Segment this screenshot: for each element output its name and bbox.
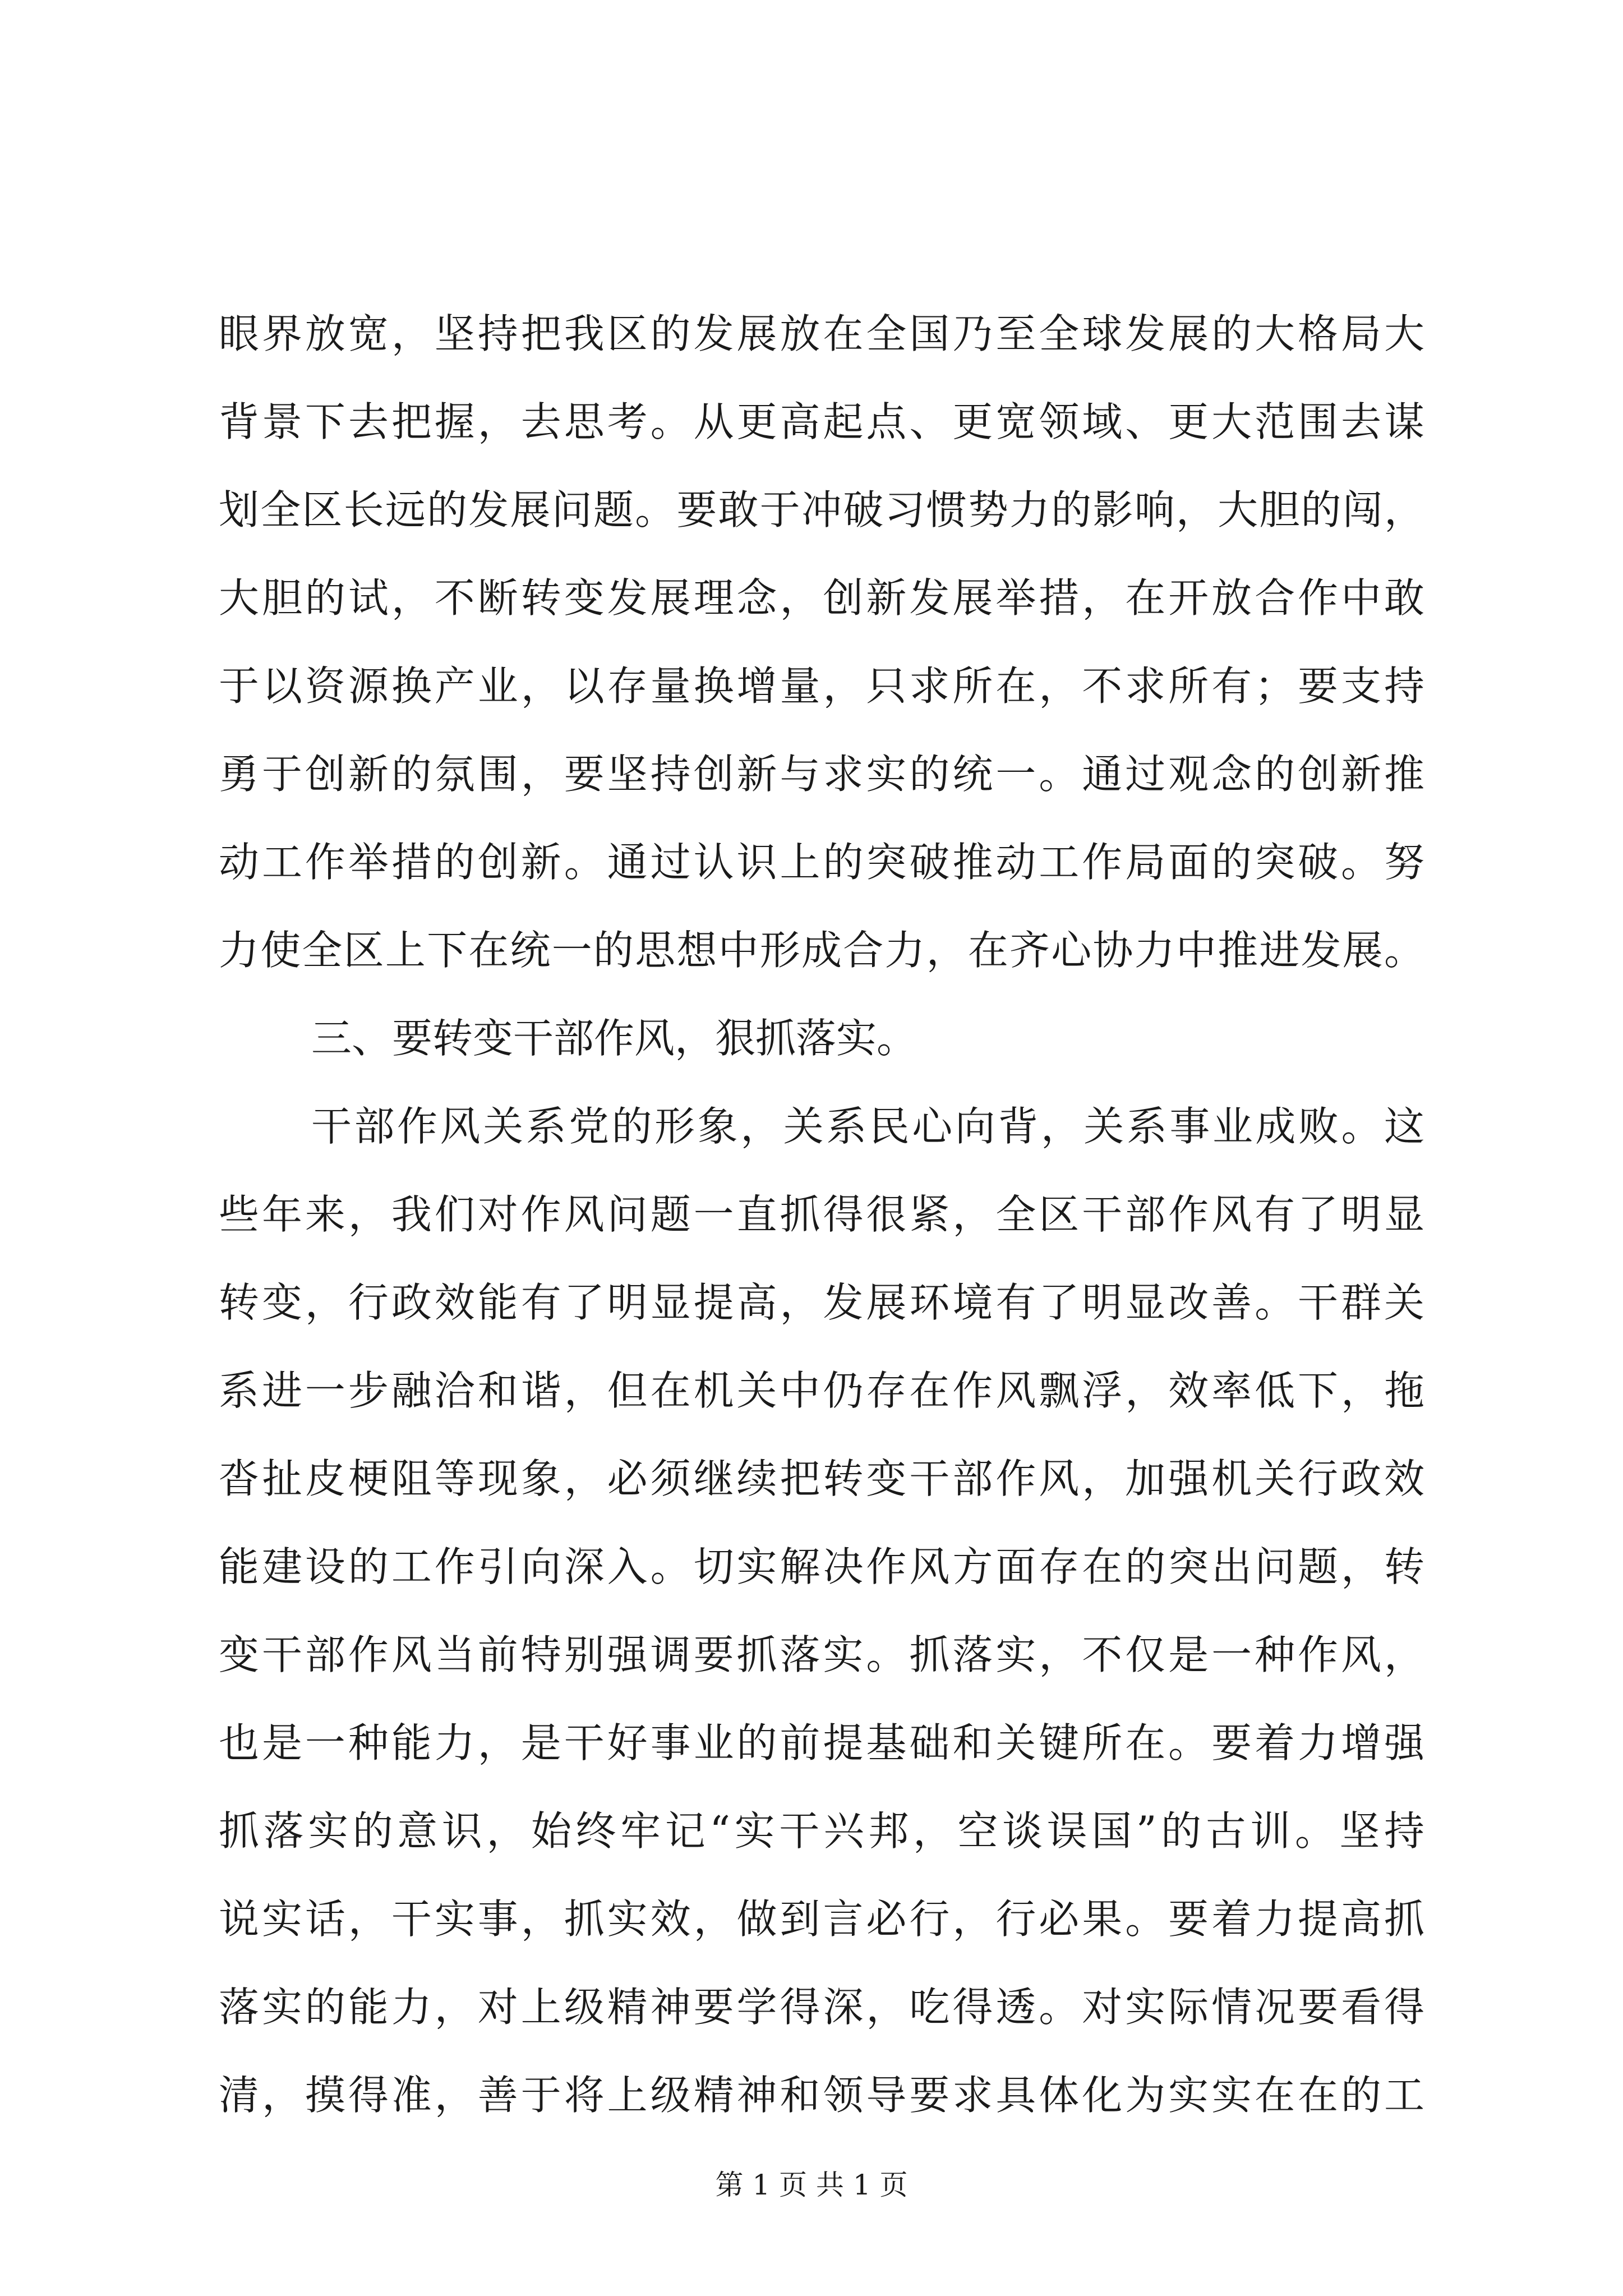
section-heading: 三、要转变干部作风，狠抓落实。 (311, 1015, 917, 1062)
body-line-18: 抓落实的意识，始终牢记“实干兴邦，空谈误国”的古训。坚持 (219, 1807, 1424, 1855)
body-line-21: 清，摸得准，善于将上级精神和领导要求具体化为实实在在的工 (219, 2072, 1424, 2119)
body-line-17: 也是一种能力，是干好事业的前提基础和关键所在。要着力增强 (219, 1719, 1424, 1766)
page-number-footer: 第 1 页 共 1 页 (715, 2169, 908, 2201)
body-line-4: 大胆的试，不断转变发展理念，创新发展举措，在开放合作中敢 (219, 574, 1424, 622)
body-line-19: 说实话，干实事，抓实效，做到言必行，行必果。要着力提高抓 (219, 1895, 1424, 1943)
body-line-8: 力使全区上下在统一的思想中形成合力，在齐心协力中推进发展。 (219, 927, 1424, 974)
body-line-12: 转变，行政效能有了明显提高，发展环境有了明显改善。干群关 (219, 1279, 1424, 1326)
body-line-7: 动工作举措的创新。通过认识上的突破推动工作局面的突破。努 (219, 839, 1424, 886)
body-line-14: 沓扯皮梗阻等现象，必须继续把转变干部作风，加强机关行政效 (219, 1455, 1424, 1502)
body-line-10: 干部作风关系党的形象，关系民心向背，关系事业成败。这 (311, 1103, 1424, 1150)
body-line-13: 系进一步融洽和谐，但在机关中仍存在作风飘浮，效率低下，拖 (219, 1367, 1424, 1414)
body-line-15: 能建设的工作引向深入。切实解决作风方面存在的突出问题，转 (219, 1543, 1424, 1590)
body-line-5: 于以资源换产业，以存量换增量，只求所在，不求所有；要支持 (219, 662, 1424, 710)
body-line-2: 背景下去把握，去思考。从更高起点、更宽领域、更大范围去谋 (219, 398, 1424, 445)
body-line-16: 变干部作风当前特别强调要抓落实。抓落实，不仅是一种作风， (219, 1631, 1424, 1678)
body-line-6: 勇于创新的氛围，要坚持创新与求实的统一。通过观念的创新推 (219, 751, 1424, 798)
body-line-3: 划全区长远的发展问题。要敢于冲破习惯势力的影响，大胆的闯， (219, 486, 1424, 533)
body-line-20: 落实的能力，对上级精神要学得深，吃得透。对实际情况要看得 (219, 1984, 1424, 2031)
body-line-1: 眼界放宽，坚持把我区的发展放在全国乃至全球发展的大格局大 (219, 310, 1424, 357)
body-line-11: 些年来，我们对作风问题一直抓得很紧，全区干部作风有了明显 (219, 1191, 1424, 1238)
